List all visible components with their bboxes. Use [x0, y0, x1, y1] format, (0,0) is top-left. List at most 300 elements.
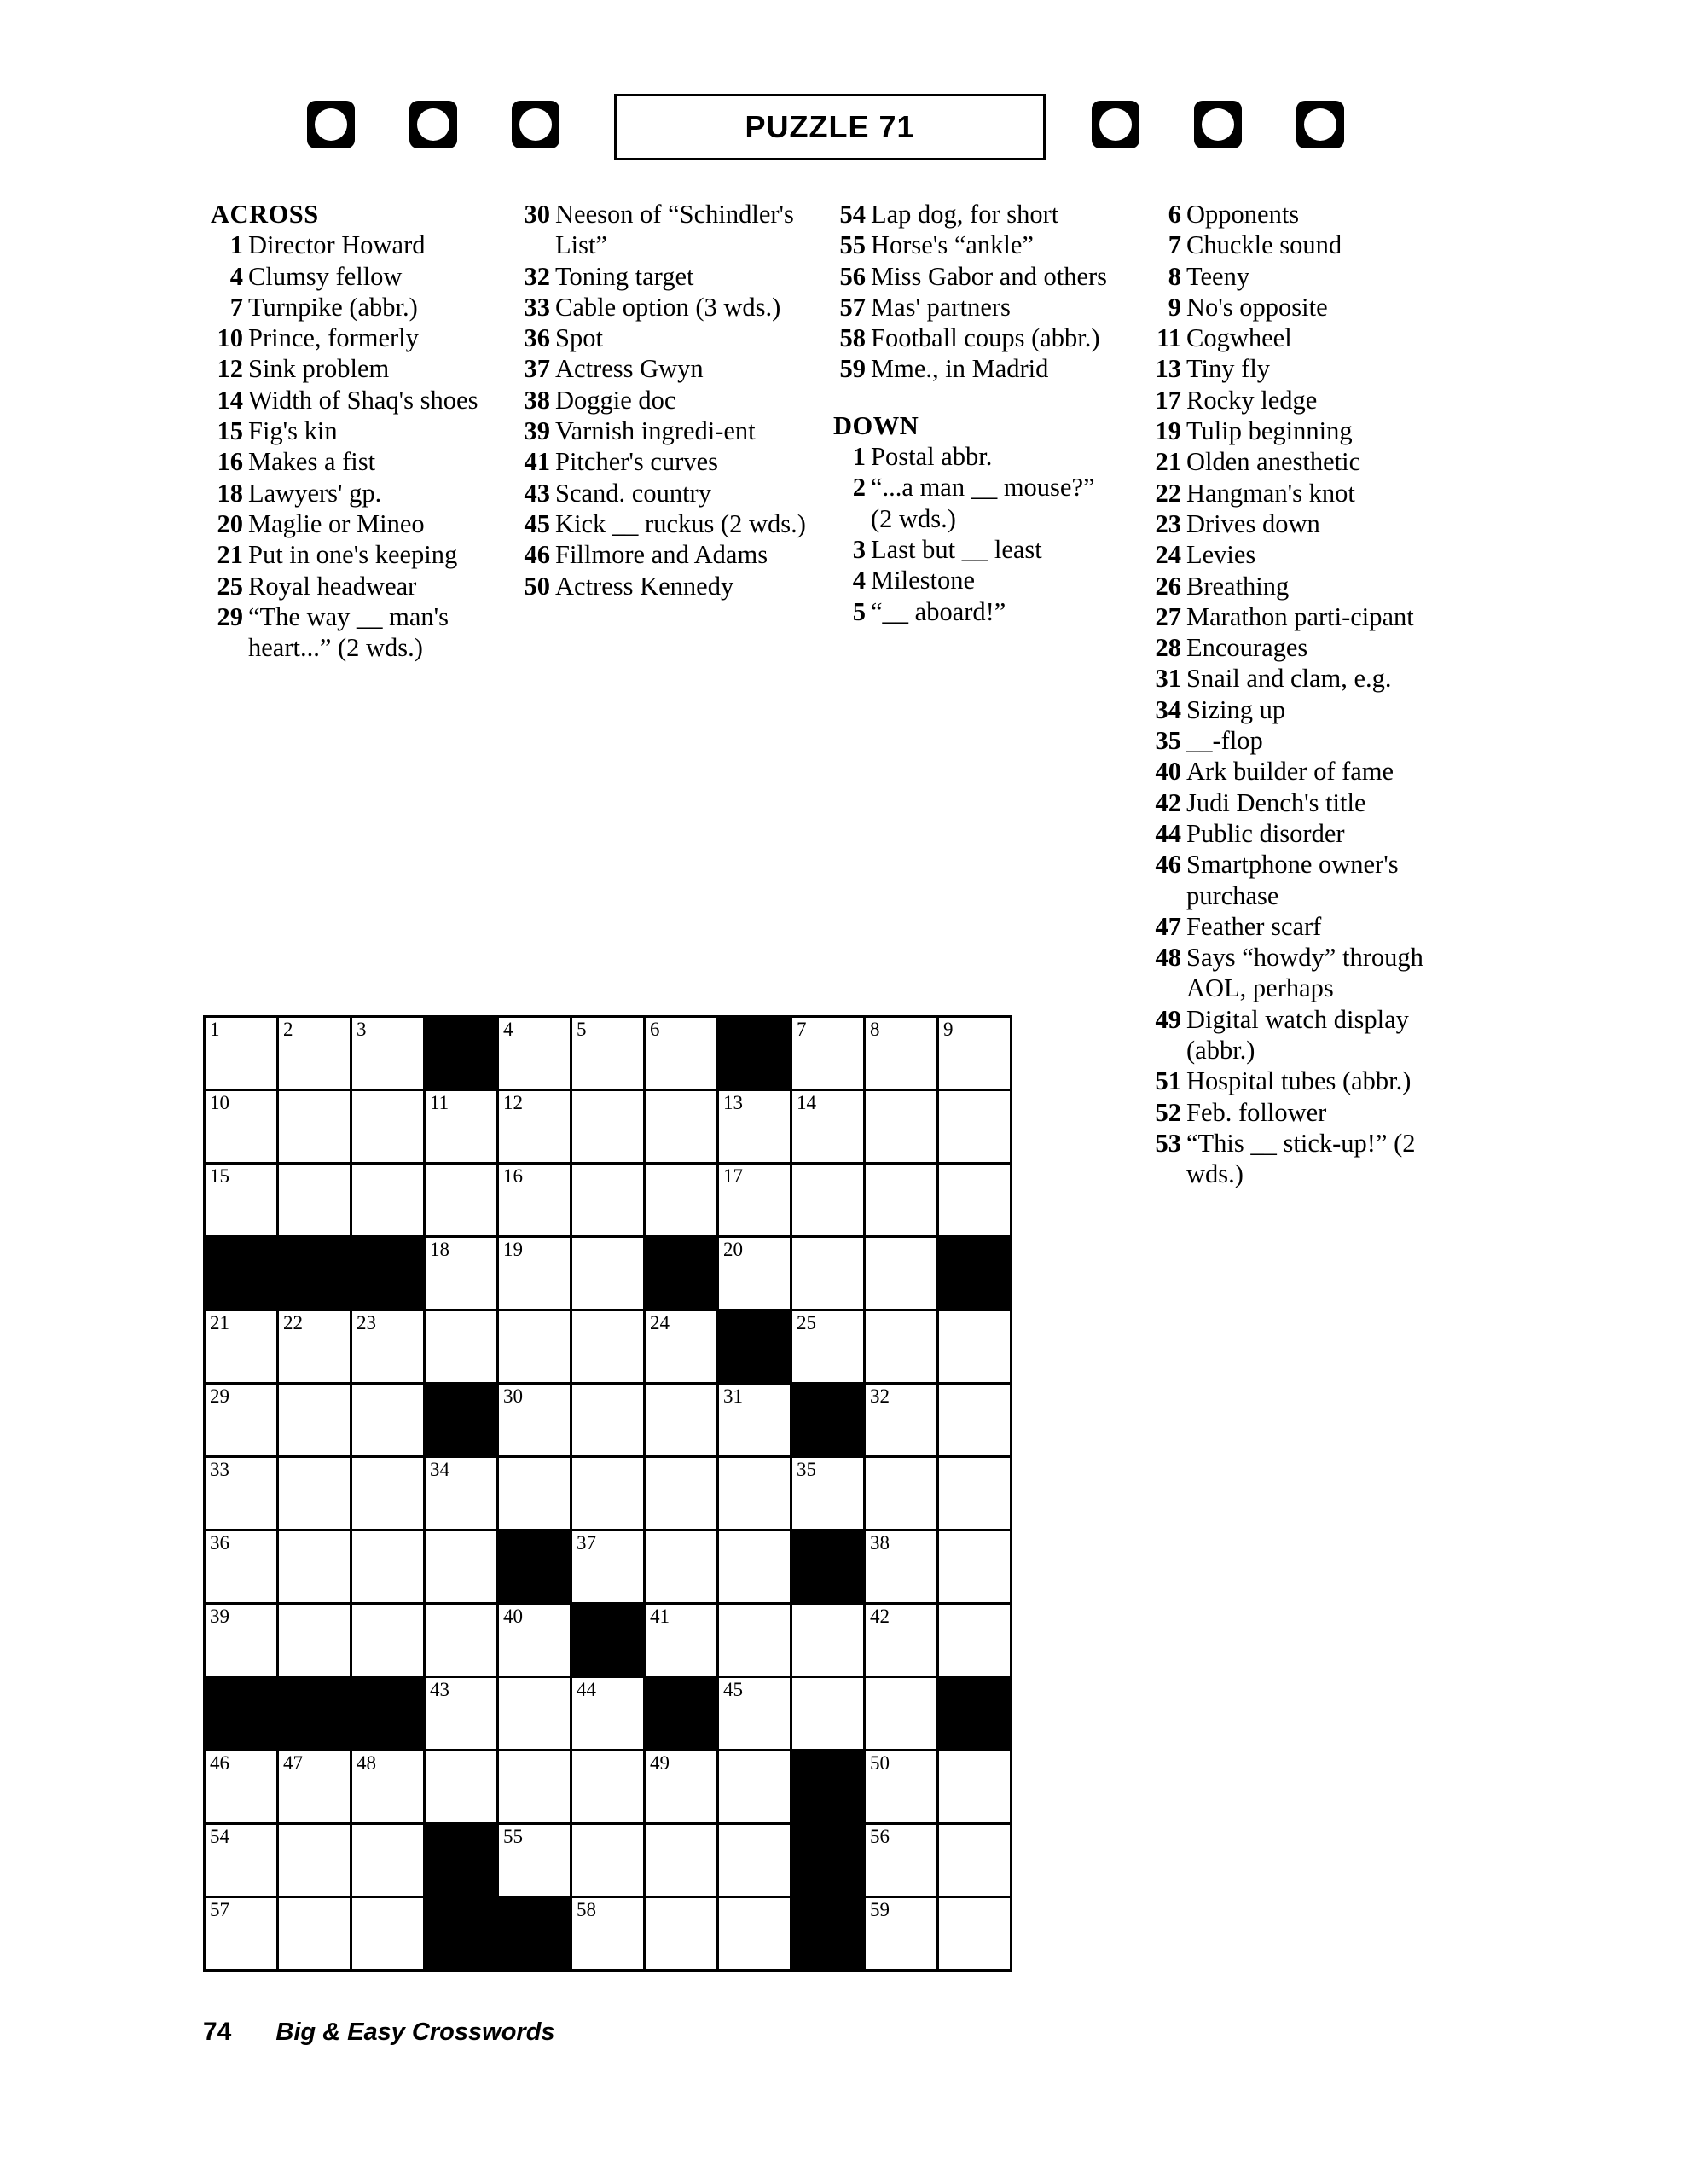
clue-text: Mme., in Madrid: [871, 354, 1049, 384]
grid-row: [206, 1385, 1012, 1458]
clue-item: [516, 478, 806, 508]
clue-text: Director Howard: [248, 230, 426, 260]
grid-cell-number: 4: [503, 1019, 513, 1040]
clue-text: Breathing: [1186, 571, 1290, 601]
grid-cell[interactable]: [939, 1311, 1012, 1385]
clue-text: Makes a fist: [248, 447, 376, 477]
clue-text: Encourages: [1186, 633, 1308, 663]
clue-item: [1147, 571, 1463, 601]
grid-cell[interactable]: [352, 1531, 426, 1605]
grid-cell-number: 7: [797, 1019, 807, 1040]
clue-number: 43: [524, 478, 550, 508]
grid-cell[interactable]: [719, 1238, 792, 1311]
grid-cell[interactable]: [499, 1385, 572, 1458]
clue-text: Last but __ least: [871, 534, 1042, 564]
clue-number: 42: [1155, 787, 1181, 817]
circle-icon: [409, 101, 457, 148]
grid-cell[interactable]: [352, 1825, 426, 1898]
clue-text: Judi Dench's title: [1186, 787, 1366, 817]
clue-item: [1147, 322, 1463, 353]
grid-cell[interactable]: [572, 1238, 646, 1311]
clue-column-4: [1147, 199, 1463, 1190]
clue-item: [1147, 849, 1463, 911]
grid-cell[interactable]: [572, 1311, 646, 1385]
clue-item: [516, 415, 806, 446]
clue-item: [832, 292, 1122, 322]
grid-cell[interactable]: [279, 1458, 352, 1531]
clue-item: [516, 353, 806, 384]
grid-cell[interactable]: [499, 1165, 572, 1238]
grid-cell[interactable]: [279, 1385, 352, 1458]
grid-cell[interactable]: [646, 1458, 719, 1531]
grid-cell[interactable]: [939, 1825, 1012, 1898]
grid-cell[interactable]: [499, 1678, 572, 1751]
grid-row: [206, 1311, 1012, 1385]
grid-cell[interactable]: [866, 1678, 939, 1751]
grid-cell-number: 38: [870, 1532, 890, 1554]
clue-item: [832, 322, 1122, 353]
grid-cell-block: [792, 1751, 866, 1825]
clue-number: 28: [1155, 633, 1181, 663]
grid-cell[interactable]: [426, 1165, 499, 1238]
grid-cell-number: 35: [797, 1459, 816, 1480]
grid-cell[interactable]: [646, 1531, 719, 1605]
clue-number: 25: [217, 571, 243, 601]
grid-cell[interactable]: [719, 1678, 792, 1751]
grid-cell[interactable]: [866, 1018, 939, 1091]
clue-column-2: [516, 199, 806, 601]
grid-cell[interactable]: [352, 1605, 426, 1678]
grid-cell[interactable]: [206, 1018, 279, 1091]
grid-cell-block: [719, 1311, 792, 1385]
clue-text: Postal abbr.: [871, 442, 993, 472]
grid-cell[interactable]: [279, 1531, 352, 1605]
clue-text: Doggie doc: [555, 385, 676, 415]
clue-number: 12: [217, 354, 243, 384]
clue-item: [209, 385, 503, 415]
grid-cell-number: 57: [210, 1899, 229, 1920]
grid-cell-block: [792, 1898, 866, 1972]
clue-item: [209, 571, 503, 601]
clue-text: Spot: [555, 323, 603, 353]
clue-item: [209, 478, 503, 508]
clue-item: [516, 446, 806, 477]
grid-row: [206, 1531, 1012, 1605]
clue-item: [832, 596, 1122, 627]
clue-text: Neeson of “Schindler's List”: [555, 200, 794, 260]
clue-item: [1147, 229, 1463, 260]
grid-cell[interactable]: [792, 1605, 866, 1678]
grid-cell[interactable]: [939, 1018, 1012, 1091]
clue-item: [832, 534, 1122, 565]
clue-section-heading: DOWN: [833, 410, 919, 440]
clue-number: 2: [852, 473, 866, 502]
clue-item: [832, 199, 1122, 229]
grid-cell[interactable]: [426, 1531, 499, 1605]
grid-cell[interactable]: [572, 1458, 646, 1531]
grid-cell[interactable]: [206, 1311, 279, 1385]
grid-cell[interactable]: [352, 1165, 426, 1238]
clue-item: [1147, 1097, 1463, 1128]
clue-number: 1: [852, 442, 866, 472]
clue-item: [209, 292, 503, 322]
grid-cell-number: 23: [357, 1312, 376, 1333]
grid-cell[interactable]: [719, 1605, 792, 1678]
grid-cell-block: [426, 1385, 499, 1458]
clue-text: Football coups (abbr.): [871, 323, 1100, 353]
grid-cell-block: [206, 1678, 279, 1751]
grid-cell[interactable]: [646, 1165, 719, 1238]
clue-number: 11: [1157, 323, 1181, 353]
grid-cell[interactable]: [866, 1751, 939, 1825]
clue-number: 36: [524, 323, 550, 353]
grid-cell-number: 2: [283, 1019, 293, 1040]
clue-text: Sizing up: [1186, 694, 1286, 724]
grid-cell[interactable]: [792, 1311, 866, 1385]
grid-cell[interactable]: [939, 1165, 1012, 1238]
clue-number: 13: [1155, 354, 1181, 384]
grid-cell-number: 1: [210, 1019, 220, 1040]
grid-cell[interactable]: [352, 1385, 426, 1458]
grid-cell-block: [939, 1238, 1012, 1311]
clue-text: Olden anesthetic: [1186, 447, 1361, 477]
clue-item: [1147, 756, 1463, 787]
grid-cell-number: 33: [210, 1459, 229, 1480]
grid-cell[interactable]: [499, 1751, 572, 1825]
clue-item: [832, 261, 1122, 292]
clue-text: Fig's kin: [248, 416, 338, 446]
grid-cell[interactable]: [206, 1385, 279, 1458]
grid-cell[interactable]: [719, 1385, 792, 1458]
clue-item: [516, 322, 806, 353]
grid-cell[interactable]: [866, 1458, 939, 1531]
clue-number: 24: [1155, 540, 1181, 570]
grid-cell[interactable]: [646, 1605, 719, 1678]
page-header: [290, 94, 1399, 162]
grid-cell[interactable]: [939, 1751, 1012, 1825]
grid-cell[interactable]: [719, 1458, 792, 1531]
grid-cell-number: 34: [430, 1459, 449, 1480]
clue-number: 6: [1168, 200, 1181, 229]
clue-number: 38: [524, 385, 550, 415]
clue-text: “This __ stick-up!” (2 wds.): [1186, 1128, 1416, 1189]
grid-cell[interactable]: [866, 1311, 939, 1385]
grid-cell[interactable]: [866, 1385, 939, 1458]
clue-text: Prince, formerly: [248, 323, 419, 353]
grid-cell-number: 21: [210, 1312, 229, 1333]
clue-item: [209, 229, 503, 260]
clue-text: Chuckle sound: [1186, 230, 1342, 260]
grid-cell[interactable]: [792, 1165, 866, 1238]
clue-number: 54: [839, 200, 866, 229]
clue-text: Smartphone owner's purchase: [1186, 850, 1399, 910]
grid-cell[interactable]: [719, 1165, 792, 1238]
grid-cell-number: 32: [870, 1385, 890, 1407]
grid-cell[interactable]: [352, 1458, 426, 1531]
grid-cell[interactable]: [426, 1311, 499, 1385]
grid-cell-number: 19: [503, 1239, 523, 1260]
grid-cell[interactable]: [939, 1605, 1012, 1678]
grid-cell[interactable]: [866, 1898, 939, 1972]
grid-cell[interactable]: [866, 1605, 939, 1678]
grid-row: [206, 1458, 1012, 1531]
grid-cell[interactable]: [792, 1091, 866, 1165]
clue-text: Pitcher's curves: [555, 447, 718, 477]
clue-text: Levies: [1186, 540, 1256, 570]
clue-number: 44: [1155, 818, 1181, 848]
grid-cell-number: 5: [577, 1019, 587, 1040]
grid-cell[interactable]: [426, 1605, 499, 1678]
grid-cell[interactable]: [206, 1165, 279, 1238]
grid-cell[interactable]: [572, 1678, 646, 1751]
clue-number: 33: [524, 292, 550, 322]
grid-cell[interactable]: [572, 1165, 646, 1238]
grid-cell-number: 44: [577, 1679, 596, 1700]
grid-cell[interactable]: [719, 1825, 792, 1898]
clue-number: 37: [524, 354, 550, 384]
clue-item: [516, 199, 806, 261]
grid-cell-number: 20: [723, 1239, 743, 1260]
grid-cell[interactable]: [572, 1531, 646, 1605]
clue-number: 7: [229, 292, 243, 322]
clue-text: Says “howdy” through AOL, perhaps: [1186, 943, 1423, 1003]
grid-cell-number: 30: [503, 1385, 523, 1407]
clue-number: 14: [217, 385, 243, 415]
clue-text: Toning target: [555, 261, 694, 291]
puzzle-title: PUZZLE 71: [745, 109, 915, 144]
crossword-grid[interactable]: [203, 1015, 1012, 1972]
grid-cell[interactable]: [719, 1751, 792, 1825]
grid-cell[interactable]: [352, 1751, 426, 1825]
grid-cell[interactable]: [939, 1531, 1012, 1605]
grid-cell[interactable]: [646, 1385, 719, 1458]
grid-cell[interactable]: [572, 1825, 646, 1898]
grid-row: [206, 1825, 1012, 1898]
clue-item: [1147, 818, 1463, 849]
grid-cell[interactable]: [646, 1311, 719, 1385]
clue-text: Tiny fly: [1186, 354, 1271, 384]
grid-cell-number: 40: [503, 1606, 523, 1627]
clue-text: Horse's “ankle”: [871, 230, 1034, 260]
grid-cell[interactable]: [426, 1458, 499, 1531]
grid-cell[interactable]: [352, 1311, 426, 1385]
clue-item: [1147, 261, 1463, 292]
clue-number: 40: [1155, 757, 1181, 787]
clue-text: Royal headwear: [248, 571, 417, 601]
grid-cell[interactable]: [939, 1385, 1012, 1458]
grid-cell[interactable]: [279, 1311, 352, 1385]
grid-cell-number: 39: [210, 1606, 229, 1627]
grid-cell[interactable]: [352, 1898, 426, 1972]
grid-cell[interactable]: [206, 1531, 279, 1605]
clue-column-1: [209, 199, 503, 663]
clue-number: 18: [217, 478, 243, 508]
clue-item: [1147, 353, 1463, 384]
grid-cell-block: [352, 1238, 426, 1311]
grid-cell[interactable]: [499, 1311, 572, 1385]
clue-number: 58: [839, 323, 866, 353]
grid-cell[interactable]: [792, 1678, 866, 1751]
clue-text: Clumsy fellow: [248, 261, 403, 291]
grid-cell[interactable]: [646, 1898, 719, 1972]
clue-text: Sink problem: [248, 354, 390, 384]
clue-number: 57: [839, 292, 866, 322]
clue-item: [516, 571, 806, 601]
clue-text: “...a man __ mouse?” (2 wds.): [871, 473, 1095, 533]
grid-cell[interactable]: [646, 1091, 719, 1165]
clue-item: [209, 446, 503, 477]
clue-number: 4: [852, 566, 866, 595]
clue-text: Opponents: [1186, 200, 1300, 229]
grid-cell[interactable]: [426, 1678, 499, 1751]
grid-cell[interactable]: [426, 1238, 499, 1311]
grid-cell[interactable]: [572, 1898, 646, 1972]
clue-text: Drives down: [1186, 508, 1320, 538]
grid-cell[interactable]: [866, 1165, 939, 1238]
clue-item: [1147, 478, 1463, 508]
clue-number: 48: [1155, 943, 1181, 973]
grid-cell[interactable]: [646, 1018, 719, 1091]
grid-cell[interactable]: [206, 1605, 279, 1678]
clue-item: [1147, 1004, 1463, 1066]
clue-item: [832, 229, 1122, 260]
grid-cell[interactable]: [866, 1091, 939, 1165]
clue-text: Lawyers' gp.: [248, 478, 382, 508]
clue-item: [516, 261, 806, 292]
grid-cell[interactable]: [866, 1825, 939, 1898]
grid-cell-number: 47: [283, 1752, 303, 1774]
grid-cell[interactable]: [206, 1458, 279, 1531]
grid-cell[interactable]: [499, 1458, 572, 1531]
grid-cell[interactable]: [646, 1751, 719, 1825]
clue-column-3: [832, 199, 1122, 627]
grid-cell[interactable]: [279, 1018, 352, 1091]
circle-icon: [1194, 101, 1242, 148]
grid-cell-number: 49: [650, 1752, 670, 1774]
grid-cell-number: 14: [797, 1092, 816, 1113]
grid-cell-number: 59: [870, 1899, 890, 1920]
clue-text: Actress Gwyn: [555, 354, 704, 384]
grid-cell[interactable]: [939, 1091, 1012, 1165]
grid-cell[interactable]: [499, 1018, 572, 1091]
grid-cell[interactable]: [352, 1018, 426, 1091]
grid-row: [206, 1091, 1012, 1165]
grid-cell[interactable]: [572, 1751, 646, 1825]
clue-item: [1147, 415, 1463, 446]
clue-item: [1147, 1066, 1463, 1096]
clue-number: 1: [229, 230, 243, 260]
clue-text: Width of Shaq's shoes: [248, 385, 478, 415]
clue-item: [209, 322, 503, 353]
grid-cell-number: 58: [577, 1899, 596, 1920]
grid-cell[interactable]: [499, 1605, 572, 1678]
grid-cell[interactable]: [792, 1458, 866, 1531]
grid-cell[interactable]: [279, 1605, 352, 1678]
grid-cell[interactable]: [279, 1825, 352, 1898]
book-title: Big & Easy Crosswords: [275, 2018, 555, 2046]
grid-cell-block: [426, 1825, 499, 1898]
grid-cell[interactable]: [206, 1825, 279, 1898]
grid-cell-number: 36: [210, 1532, 229, 1554]
grid-cell[interactable]: [572, 1018, 646, 1091]
clue-text: Actress Kennedy: [555, 571, 734, 601]
clue-item: [209, 539, 503, 570]
clue-number: 41: [524, 447, 550, 477]
puzzle-title-box: [614, 94, 1046, 160]
clue-text: “The way __ man's heart...” (2 wds.): [248, 601, 449, 663]
grid-cell-block: [426, 1018, 499, 1091]
grid-cell[interactable]: [279, 1898, 352, 1972]
grid-cell-number: 54: [210, 1826, 229, 1847]
clue-text: Cogwheel: [1186, 323, 1292, 353]
page-number: 74: [203, 2018, 232, 2046]
grid-cell[interactable]: [572, 1091, 646, 1165]
grid-cell-block: [279, 1238, 352, 1311]
clue-item: [516, 292, 806, 322]
grid-cell[interactable]: [719, 1898, 792, 1972]
clue-text: Kick __ ruckus (2 wds.): [555, 508, 806, 538]
clue-number: 8: [1168, 261, 1181, 291]
grid-cell[interactable]: [572, 1385, 646, 1458]
grid-cell[interactable]: [499, 1825, 572, 1898]
clue-item: [1147, 632, 1463, 663]
clue-number: 50: [524, 571, 550, 601]
grid-cell[interactable]: [426, 1751, 499, 1825]
grid-cell[interactable]: [206, 1751, 279, 1825]
grid-cell[interactable]: [499, 1091, 572, 1165]
clue-text: Turnpike (abbr.): [248, 292, 418, 322]
clue-number: 55: [839, 230, 866, 260]
grid-cell-number: 17: [723, 1165, 743, 1187]
clue-text: Public disorder: [1186, 818, 1345, 848]
grid-cell[interactable]: [279, 1091, 352, 1165]
grid-cell[interactable]: [426, 1091, 499, 1165]
grid-cell-number: 42: [870, 1606, 890, 1627]
grid-cell[interactable]: [792, 1238, 866, 1311]
clue-item: [516, 508, 806, 539]
grid-cell[interactable]: [646, 1825, 719, 1898]
grid-cell-number: 16: [503, 1165, 523, 1187]
grid-cell[interactable]: [719, 1531, 792, 1605]
grid-cell[interactable]: [719, 1091, 792, 1165]
grid-cell[interactable]: [279, 1165, 352, 1238]
grid-cell[interactable]: [206, 1898, 279, 1972]
clue-text: Varnish ingredi-ent: [555, 416, 756, 446]
grid-cell[interactable]: [352, 1091, 426, 1165]
grid-cell[interactable]: [866, 1531, 939, 1605]
grid-cell[interactable]: [939, 1458, 1012, 1531]
grid-cell[interactable]: [206, 1091, 279, 1165]
clue-item: [209, 601, 503, 664]
grid-cell-number: 3: [357, 1019, 367, 1040]
grid-cell-block: [646, 1678, 719, 1751]
clue-number: 49: [1155, 1004, 1181, 1034]
grid-cell-number: 9: [943, 1019, 954, 1040]
grid-cell-block: [792, 1385, 866, 1458]
grid-cell[interactable]: [939, 1898, 1012, 1972]
grid-cell-block: [939, 1678, 1012, 1751]
clue-number: 46: [1155, 850, 1181, 880]
grid-cell[interactable]: [792, 1018, 866, 1091]
grid-cell[interactable]: [866, 1238, 939, 1311]
grid-cell[interactable]: [279, 1751, 352, 1825]
clue-number: 3: [852, 534, 866, 564]
clue-item: [516, 385, 806, 415]
grid-cell[interactable]: [499, 1238, 572, 1311]
clue-item: [1147, 385, 1463, 415]
clue-number: 51: [1155, 1066, 1181, 1096]
clue-text: Mas' partners: [871, 292, 1011, 322]
